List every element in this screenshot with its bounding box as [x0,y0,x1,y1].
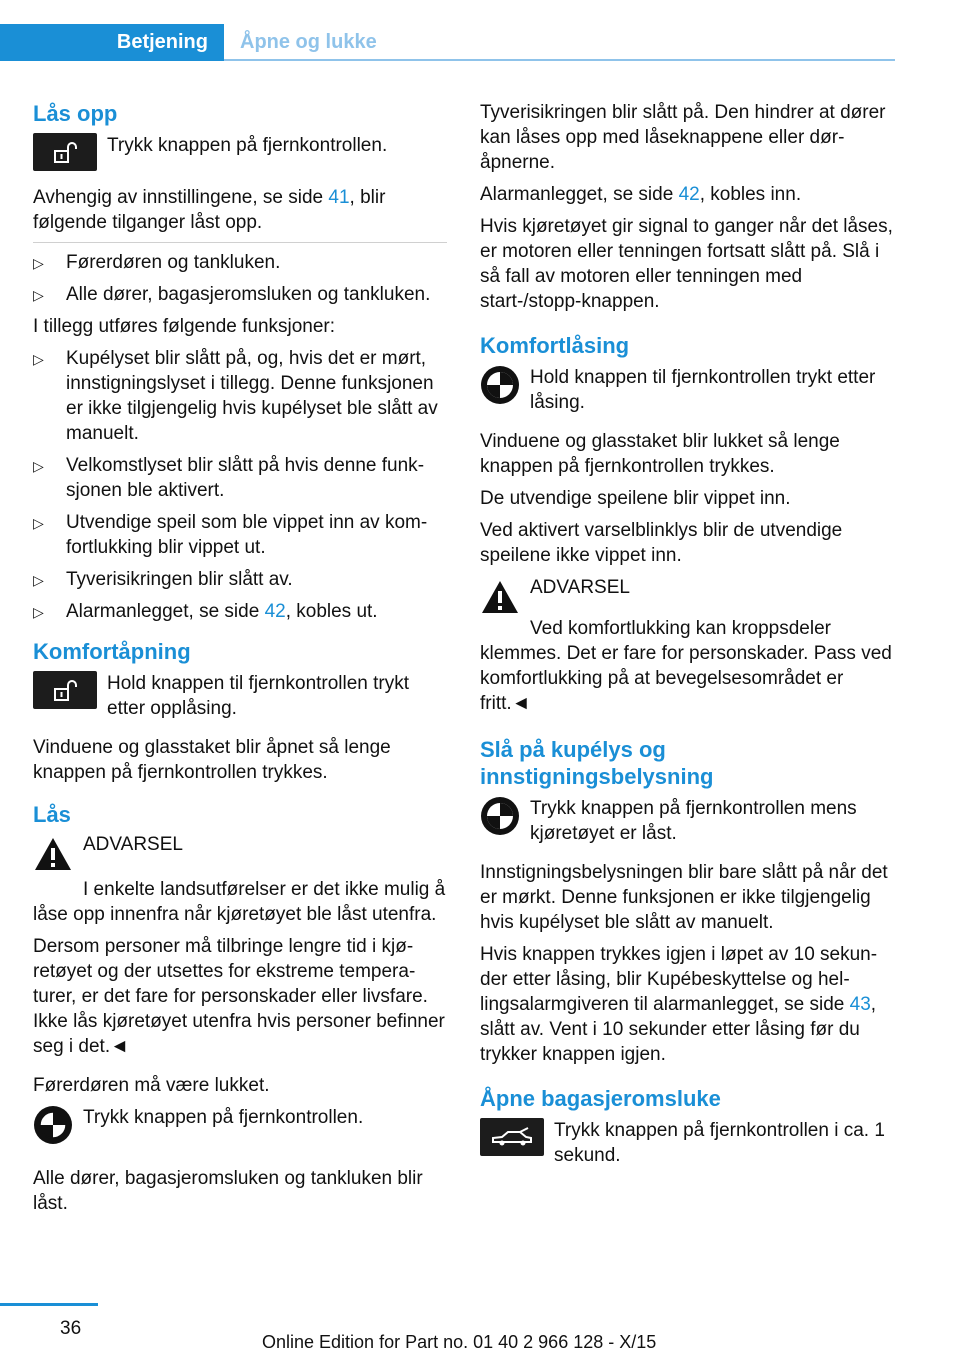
paragraph-kl-1: Vinduene og glasstaket blir lukket så lenge knappen på fjernkontrollen trykkes. [480,431,840,477]
unlock-button-icon [33,133,97,171]
kupelys-instruction [480,796,896,846]
las-opp-instruction [33,133,447,171]
page-link-42[interactable]: 42 [264,601,286,622]
page-number: 36 [60,1318,82,1339]
warning-triangle-icon [33,836,73,879]
list-item: ▷ Alarmanlegget, se side 42, kobles ut. [33,599,447,624]
paragraph-alarm-inn: Alarmanlegget, se side 42, kobles inn. [480,184,802,205]
page-link-41[interactable]: 41 [328,187,350,208]
las-opp-icon-text: Trykk knappen på fjernkontrollen. [107,135,388,156]
triangle-bullet-icon: ▷ [33,458,44,474]
triangle-bullet-icon: ▷ [33,255,44,271]
bmw-key-button-icon [33,1105,73,1152]
warning-las [33,832,447,879]
trunk-button-icon [480,1118,544,1156]
komfortapning-instruction [33,671,447,721]
komfortlasing-instruction [480,365,896,415]
right-column [480,100,896,1182]
paragraph-kupe-1: Innstigningsbelysningen blir bare slått på når det er mørkt. Denne funksjonen er ikke tilgjengelig hvis kupélyset ble slått av manuelt. [480,862,888,933]
paragraph-komfort: Vinduene og glasstaket blir åpnet så lenge knappen på fjernkontrollen trykkes. [33,737,391,783]
header-tabs [0,24,895,61]
bmw-key-button-icon [480,365,520,412]
komfortlasing-icon-text: Hold knappen til fjernkontrollen trykt etter låsing. [530,367,876,413]
warning-text: Ved komfortlukking kan kroppsdeler klemmes. Det er fare for personskader. Pass ved komfortlukking på at bevegelsesområdet er fritt.◄ [480,618,892,714]
triangle-bullet-icon: ▷ [33,351,44,367]
heading-kupelys: Slå på kupélys og innstigningsbelysning [480,737,714,789]
list-item: ▷ Kupélyset blir slått på, og, hvis det er mørt, innstigningslyset i tillegg. Denne funksjonen er ikke tilgjengelig hvis kupélyset ble slått av manuelt. [33,348,438,444]
las-instruction [33,1105,447,1152]
triangle-bullet-icon: ▷ [33,515,44,531]
kupelys-icon-text: Trykk knappen på fjernkontrollen mens kjøretøyet er låst. [530,798,857,844]
list-unlocked-access [33,250,447,307]
triangle-bullet-icon: ▷ [33,287,44,303]
tab-apne-og-lukke[interactable]: Åpne og lukke [240,31,377,53]
paragraph-avhengig: Avhengig av innstillingene, se side 41, blir følgende tilganger låst opp. [33,187,386,233]
warning-title: ADVARSEL [530,577,630,598]
edition-text: Online Edition for Part no. 01 40 2 966 128 - X/15 [262,1332,657,1352]
triangle-bullet-icon: ▷ [33,572,44,588]
heading-bagasjeromsluke: Åpne bagasjeromsluke [480,1086,721,1111]
bagasje-icon-text: Trykk knappen på fjernkontrollen i ca. 1 sekund. [554,1120,885,1166]
list-item: ▷ Førerdøren og tankluken. [33,250,447,275]
unlock-button-icon [33,671,97,709]
footer-rule [0,1303,98,1306]
paragraph-kl-2: De utvendige speilene blir vippet inn. [480,488,791,509]
paragraph-las-result: Alle dører, bagasjeromsluken og tankluken blir låst. [33,1168,423,1214]
paragraph-i-tillegg: I tillegg utføres følgende funksjoner: [33,316,336,337]
page-link-43[interactable]: 43 [849,994,871,1015]
left-column [33,100,447,1223]
separator [33,242,447,243]
paragraph-signal: Hvis kjøretøyet gir signal to ganger når det låses, er motoren eller tenningen fortsatt slått på. Slå i så fall av motoren eller tenningen med start-/stopp-knappen. [480,216,893,312]
bagasje-instruction [480,1118,896,1168]
triangle-bullet-icon: ▷ [33,604,44,620]
tab-betjening[interactable]: Betjening [0,24,224,61]
warning-title: ADVARSEL [83,834,183,855]
warning-komfortlasing [480,575,896,622]
paragraph-kupe-2: Hvis knappen trykkes igjen i løpet av 10 sekunder etter låsing, blir Kupébeskyttelse og hellingsalarmgiveren til alarmanlegget, se side 43, slått av. Vent i 10 sekunder etter låsing før du trykker knappen igjen. [480,944,878,1065]
heading-komfortapning: Komfortåpning [33,639,191,664]
paragraph-forerdor: Førerdøren må være lukket. [33,1075,270,1096]
list-item: ▷ Tyverisikringen blir slått av. [33,567,447,592]
warning-text: I enkelte landsutførelser er det ikke mulig å låse opp innenfra når kjøretøyet ble låst utenfra. [33,879,446,925]
list-functions [33,346,447,624]
list-item: ▷ Alle dører, bagasjeromsluken og tankluken. [33,282,447,307]
page-link-42[interactable]: 42 [678,184,700,205]
bmw-key-button-icon [480,796,520,843]
komfort-icon-text: Hold knappen til fjernkontrollen trykt etter opplåsing. [107,673,410,719]
list-item: ▷ Utvendige speil som ble vippet inn av komfortlukking blir vippet ut. [33,512,428,558]
heading-las-opp: Lås opp [33,101,118,126]
header-rule [224,59,895,61]
list-item: ▷ Velkomstlyset blir slått på hvis denne funksjonen ble aktivert. [33,455,425,501]
heading-komfortlasing: Komfortlåsing [480,333,630,358]
paragraph-tyverisikring: Tyverisikringen blir slått på. Den hindrer at dører kan låses opp med låseknappene eller døråpnerne. [480,102,886,173]
las-icon-text: Trykk knappen på fjernkontrollen. [83,1107,364,1128]
paragraph-kl-3: Ved aktivert varselblinklys blir de utvendige speilene ikke vippet inn. [480,520,843,566]
warning-paragraph: Dersom personer må tilbringe lengre tid i kjøretøyet og der utsettes for ekstreme temperaturer, er det fare for personskader eller livsfare. Ikke lås kjøretøyet utenfra hvis personer befinner seg i det.◄ [33,936,445,1057]
heading-las: Lås [33,802,71,827]
